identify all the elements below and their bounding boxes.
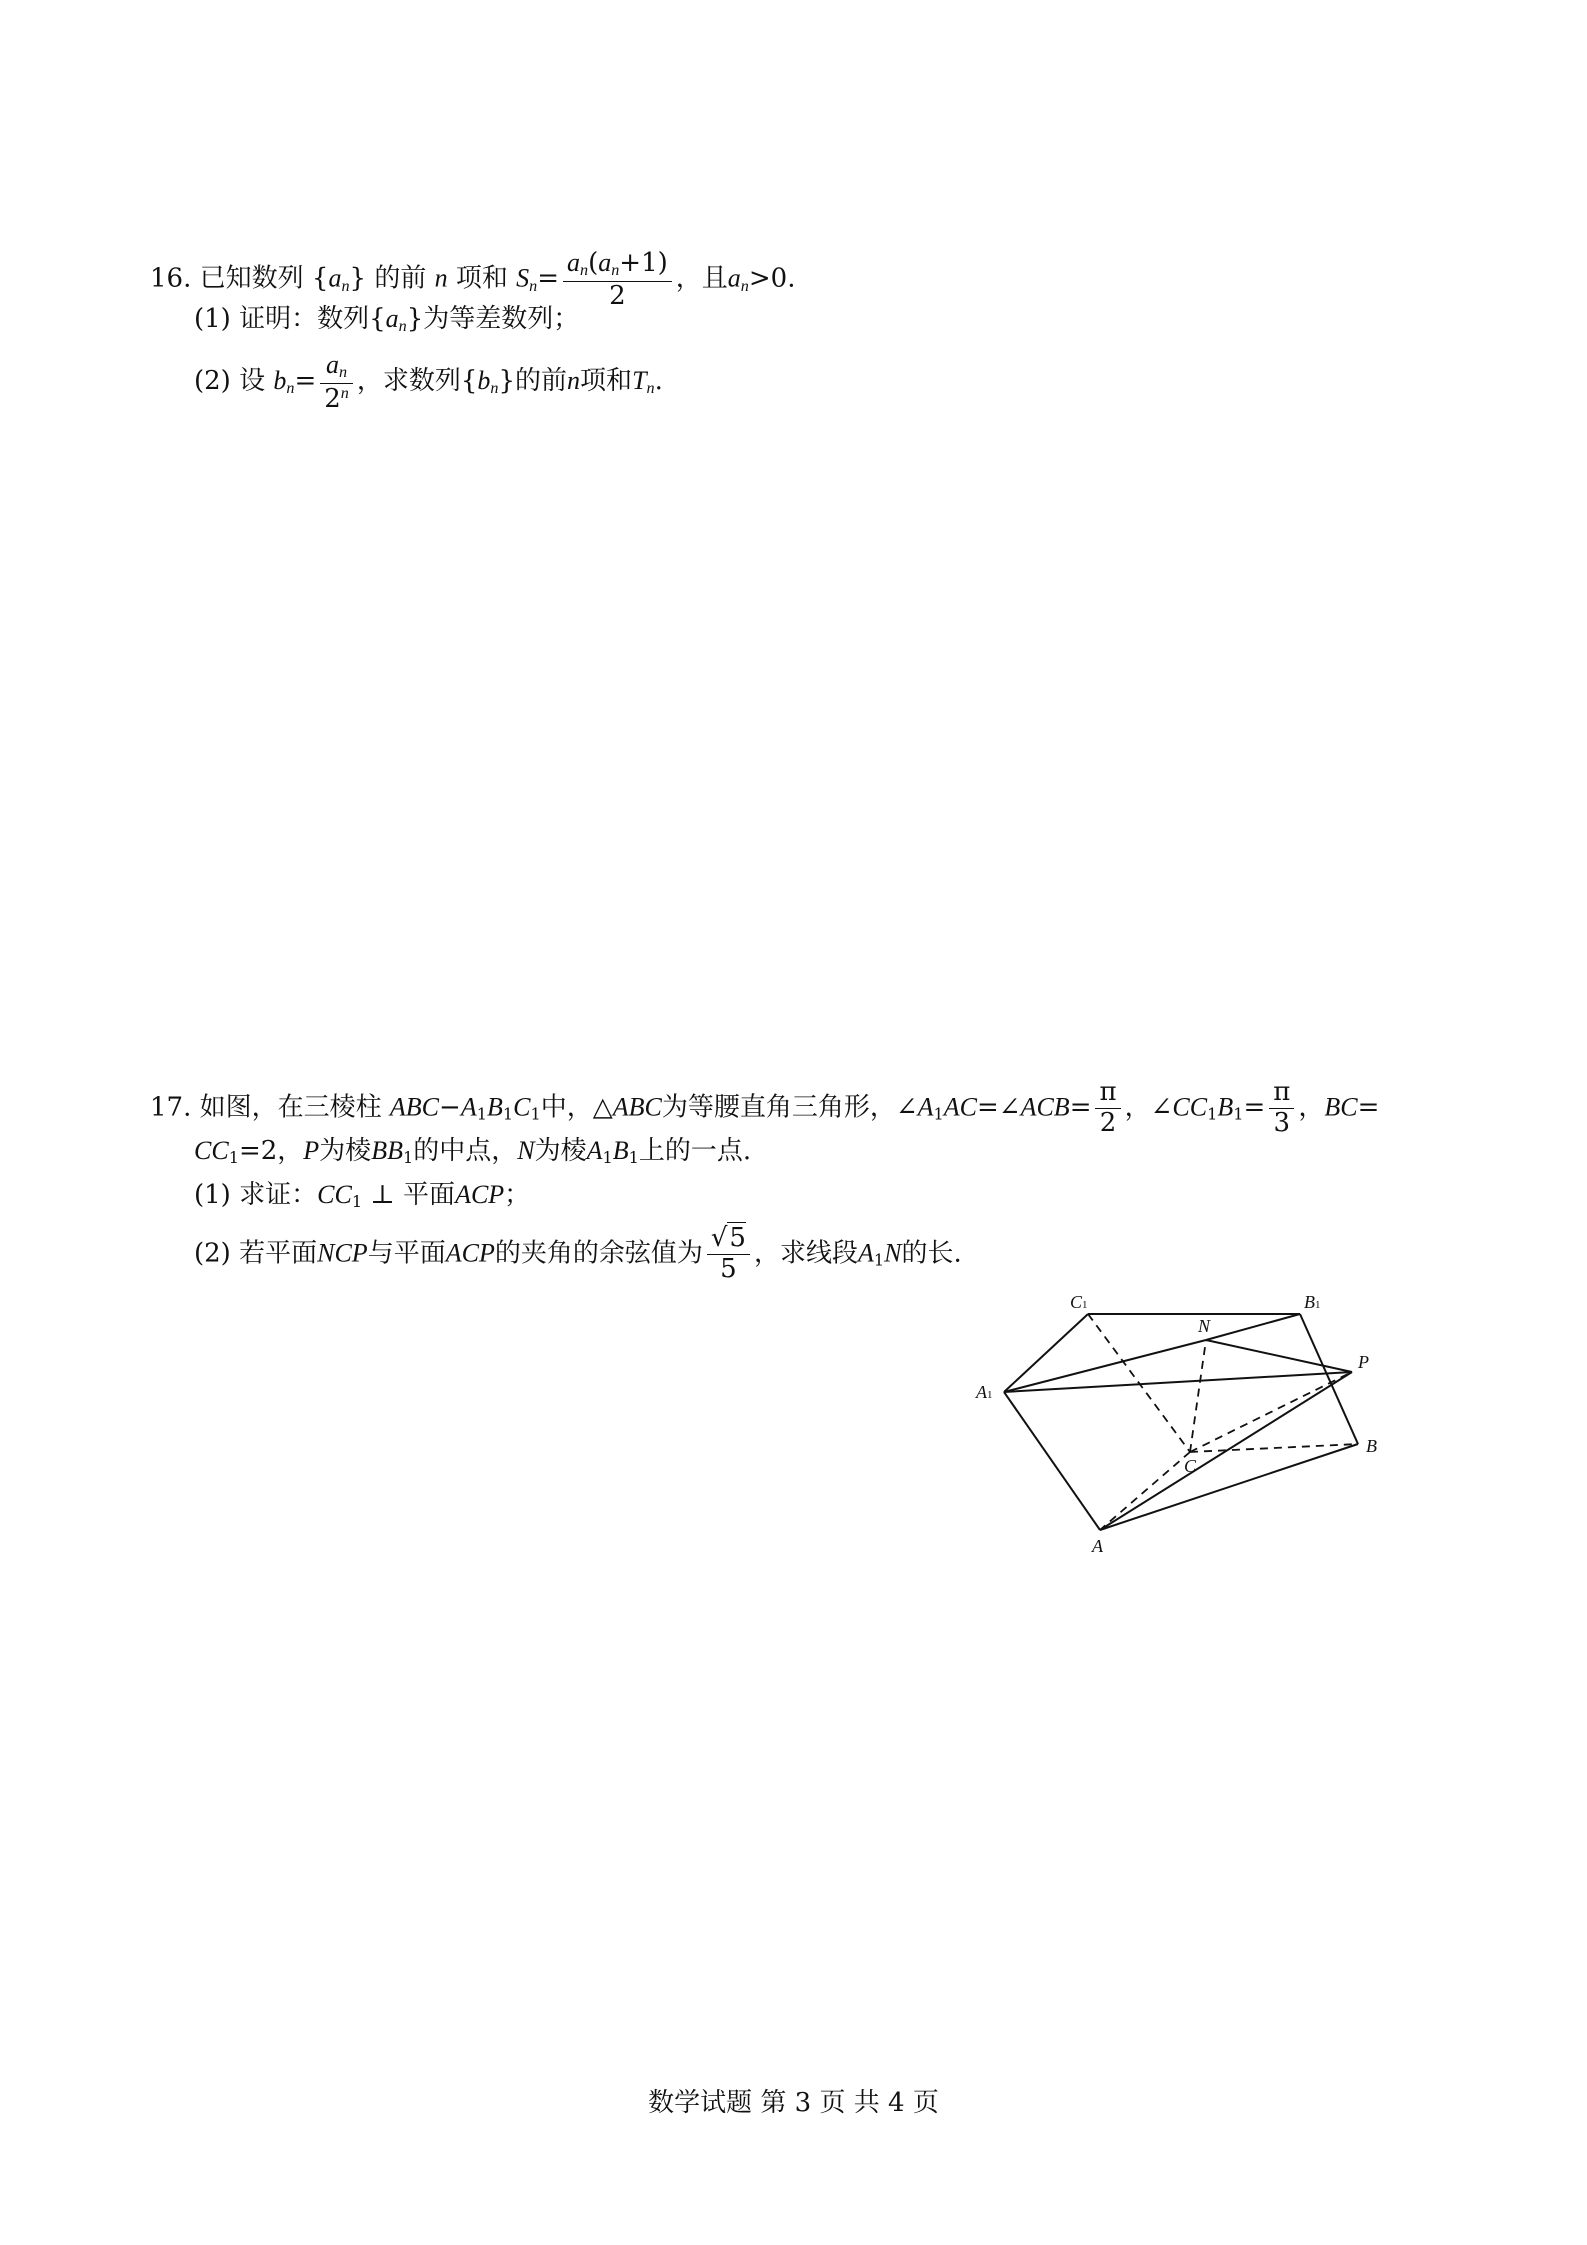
- label-a1: A1: [976, 1382, 993, 1402]
- q17-number: 17.: [150, 1092, 192, 1123]
- q17-part1: (1) 求证：$CC_1$ ⊥ 平面ACP；: [194, 1180, 531, 1212]
- q16-part2: (2) 设 $b_n=$ $\frac{a_n}{2^n}$ ，求数列$\{b_n\}$的前n项和$T_n$.: [194, 350, 663, 414]
- q16-number: 16.: [150, 263, 192, 294]
- label-a: A: [1092, 1536, 1103, 1556]
- q17-part2: (2) 若平面NCP与平面ACP的夹角的余弦值为 $\frac{√5}{5}$ ，求线段$A_1N$的长.: [194, 1223, 962, 1284]
- q16-stem: 16. 已知数列 $\{a_n\}$ 的前 n 项和 $S_n=$ $\frac{a_n(a_n+1)}{2}$ ，且$a_n>0$.: [150, 248, 796, 311]
- q17-sqrt5-over-5: $\frac{√5}{5}$: [707, 1224, 750, 1285]
- label-b1: B1: [1304, 1292, 1321, 1312]
- edge-a-p: [1100, 1372, 1352, 1530]
- edge-c-b: [1190, 1444, 1358, 1452]
- edge-n-p: [1206, 1340, 1352, 1372]
- q16-bn-fraction: $\frac{a_n}{2^n}$: [320, 350, 353, 414]
- edge-b1-b: [1300, 1314, 1358, 1444]
- q17-line1: 17. 如图，在三棱柱 $ABC-A_1B_1C_1$中，△ABC为等腰直角三角形，$\angle A_1AC=\angle ACB=$ $\frac{\pi}{2}$ ，$\angle CC_1B_1=$ $\frac{\pi}{3}$ ，BC=: [150, 1077, 1380, 1138]
- label-c1: C1: [1070, 1292, 1088, 1312]
- label-n: N: [1198, 1316, 1211, 1336]
- q17-pi-over-3: $\frac{\pi}{3}$: [1269, 1078, 1294, 1139]
- label-c: C: [1184, 1456, 1197, 1476]
- label-p: P: [1358, 1352, 1369, 1372]
- prism-figure: [960, 1280, 1440, 1570]
- edge-c-p: [1190, 1372, 1352, 1452]
- edge-a-b: [1100, 1444, 1358, 1530]
- edge-c-a: [1100, 1452, 1190, 1530]
- q16-sn-fraction: $\frac{a_n(a_n+1)}{2}$: [563, 248, 672, 311]
- q17-pi-over-2: $\frac{\pi}{2}$: [1095, 1078, 1120, 1139]
- label-b: B: [1366, 1436, 1377, 1456]
- q17-line2: $CC_1=2$，P为棱$BB_1$的中点，N为棱$A_1B_1$上的一点.: [194, 1136, 752, 1168]
- prism-solid-edges: [1004, 1314, 1358, 1530]
- edge-c-n: [1190, 1340, 1206, 1452]
- prism-hidden-edges: [1088, 1314, 1358, 1530]
- edge-a1-a: [1004, 1392, 1100, 1530]
- edge-a1-p: [1004, 1372, 1352, 1392]
- page-footer: 数学试题 第 3 页 共 4 页: [648, 2088, 939, 2118]
- edge-n-b1: [1206, 1314, 1300, 1340]
- edge-a1-n: [1004, 1340, 1206, 1392]
- q16-part1: (1) 证明：数列$\{a_n\}$为等差数列；: [194, 304, 580, 336]
